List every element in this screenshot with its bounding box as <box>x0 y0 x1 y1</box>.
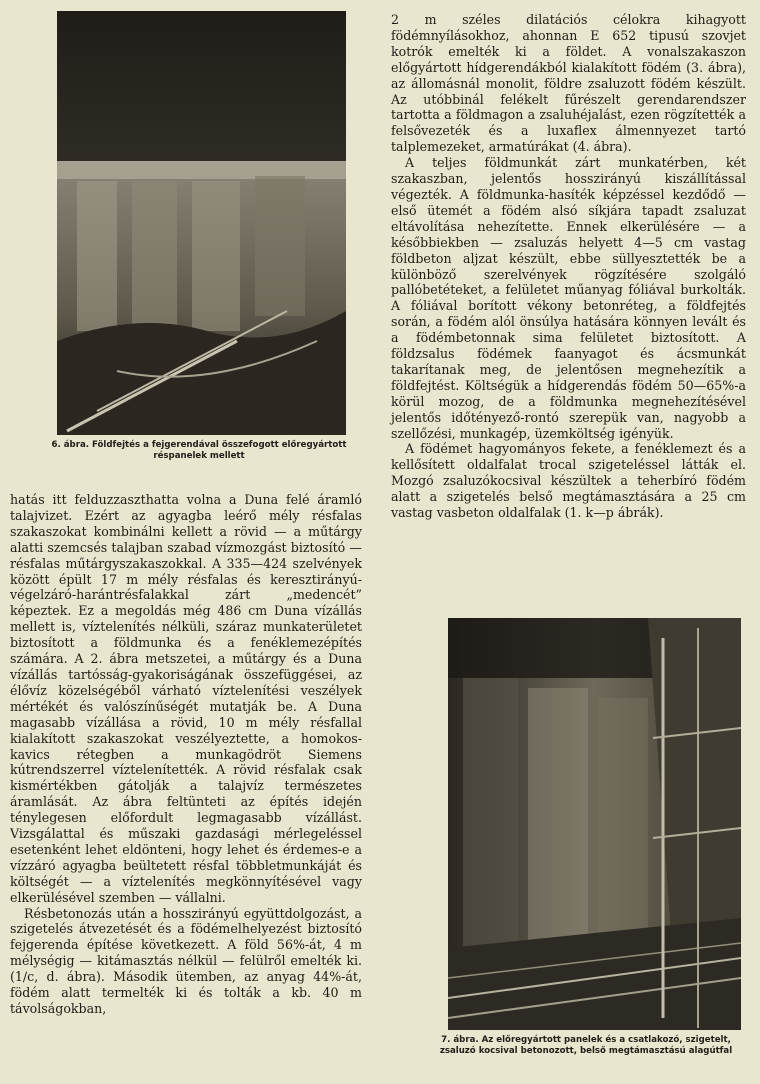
left-text-column <box>10 492 362 1017</box>
figure-6-photo <box>57 11 346 435</box>
figure-7-caption <box>412 1035 760 1057</box>
figure-6-caption <box>20 440 378 462</box>
figure-7-photo <box>448 618 741 1030</box>
right-paragraph-3: A födémet hagyományos fekete, a fenéklemezt és a kellősített oldalfalat trocal szigeteléssel látták el. Mozgó zsaluzókocsival készültek a teherbíró födém alatt a szigetelés belső megtámasztására a 25 cm vastag vasbeton oldalfalak (1. k—p ábrák). <box>391 441 746 521</box>
figure-6-caption-line-1: 6. ábra. Földfejtés a fejgerendával összefogott előregyártott <box>51 440 347 450</box>
left-paragraph-1: hatás itt felduzzaszthatta volna a Duna felé áramló talajvizet. Ezért az agyagba leérő mély résfalas szakaszokat kombinálni kellett a rövid — a műtárgy alatti szemcsés talajban szabad vízmozgást biztosító — résfalas műtárgyszakaszokkal. A 335—424 szelvények között épült 17 m mély résfalas és keresztirányú-végelzáró-harántrésfalakkal zárt „medencét” képeztek. Ez a megoldás még 486 cm Duna vízállás mellett is, víztelenítés nélküli, száraz munkaterületet biztosított a földmunka és a fenéklemezépítés számára. A 2. ábra metszetei, a műtárgy és a Duna vízállás tartósság-gyakoriságának összefüggései, az élővíz közelségéből várható víztelenítési veszélyek mértékét és valószínűségét mutatják be. A Duna magasabb vízállása a rövid, 10 m mély résfallal kialakított szakaszokat veszélyeztette, a homokos-kavics rétegben a munkagödröt Siemens kútrendszerrel víztelenítették. A rövid résfalak csak kismértékben gátolják a talajvíz természetes áramlását. Az ábra feltünteti az építés idején ténylegesen előfordult legmagasabb vízállást. Vizsgálattal és műszaki gazdasági mérlegeléssel esetenként lehet eldönteni, hogy lehet és érdemes-e a vízzáró agyagba beültetett résfal többletmunkáját és költségét — a víztelenítés megkönnyítésével vagy elkerülésével szemben — vállalni. <box>10 492 362 905</box>
figure-7-caption-line-1: 7. ábra. Az előregyártott panelek és a csatlakozó, szigetelt, <box>441 1035 731 1045</box>
figure-7-caption-line-2: zsaluzó kocsival betonozott, belső megtámasztású alagútfal <box>439 1046 733 1056</box>
right-text-column <box>391 12 746 521</box>
right-paragraph-2: A teljes földmunkát zárt munkatérben, két szakaszban, jelentős hosszirányú kiszállítással végezték. A földmunka-hasíték képzéssel kezdődő — első ütemét a födém alsó síkjára tapadt zsaluzat eltávolítása nehezítette. Ennek elkerülésére — a későbbiekben — zsaluzás helyett 4—5 cm vastag földbeton aljzat készült, ebbe süllyesztették be a különböző szerelvények rögzítésére szolgáló pallóbetéteket, a felületet műanyag fóliával burkolták. A fóliával borított vékony betonréteg, a földfejtés során, a födém alól önsúlya hatására könnyen levált és a födémbetonnak sima felületet biztosított. A földzsalus födémek faanyagot és ácsmunkát takarítanak meg, de jelentősen megnehezítik a földfejtést. Költségük a hídgerendás födém 50—65%-a körül mozog, de a földmunka megnehezítésével jelentős időtényező-rontó szerepük van, nagyobb a szellőzési, munkagép, üzemköltség igényük. <box>391 155 746 441</box>
left-paragraph-2: Résbetonozás után a hosszirányú együttdolgozást, a szigetelés átvezetését és a födémelhelyezést biztosító fejgerenda építése következett. A föld 56%-át, 4 m mélységig — kitámasztás nélkül — felülről emelték ki. (1/c, d. ábra). Második ütemben, az anyag 44%-át, födém alatt termelték ki és tolták a kb. 40 m távolságokban, <box>10 905 362 1016</box>
right-paragraph-1: 2 m széles dilatációs célokra kihagyott födémnyílásokhoz, ahonnan E 652 tipusú szovjet kotrók emelték ki a földet. A vonalszakaszon előgyártott hídgerendákból kialakított födém (3. ábra), az állomásnál monolit, földre zsaluzott födém készült. Az utóbbinál felékelt fűrészelt gerendarendszer tartotta a földmagon a zsaluhéjalást, ezen rögzítették a felsővezeték és a luxaflex álmennyezet tartó talplemezeket, armatúrákat (4. ábra). <box>391 12 746 155</box>
figure-6-caption-line-2: réspanelek mellett <box>153 451 245 461</box>
